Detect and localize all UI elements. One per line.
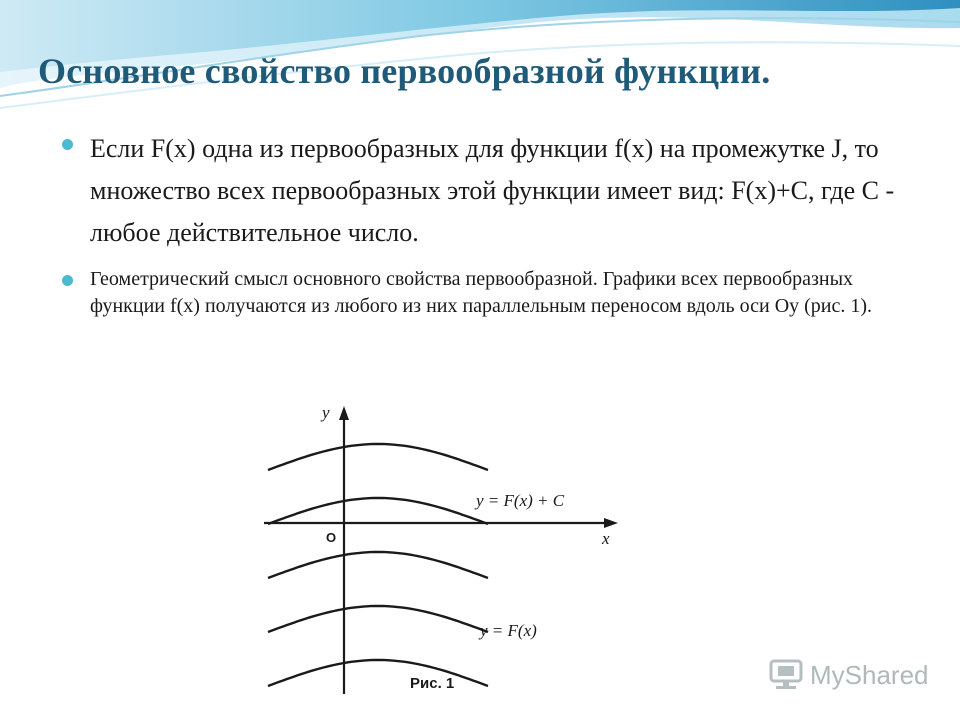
figure-canvas <box>258 398 638 698</box>
x-axis-arrow-icon <box>604 518 618 528</box>
curve-family-label: y = F(x) + C <box>476 491 565 510</box>
antiderivative-curve <box>268 660 488 686</box>
slide-title: Основное свойство первообразной функции. <box>38 51 771 91</box>
bullet-dot-icon <box>62 275 73 286</box>
figure-caption: Рис. 1 <box>410 675 455 692</box>
y-axis-label: y <box>322 403 330 422</box>
bullet-dot-icon <box>62 139 73 150</box>
bullet-item-definition <box>62 128 912 254</box>
x-axis-label: x <box>602 529 610 548</box>
origin-label: O <box>326 530 337 545</box>
y-axis-arrow-icon <box>339 406 349 420</box>
bullet-text: Если F(x) одна из первообразных для функции f(x) на промежутке J, то множество всех первообразных этой функции имеет вид: F(x)+C, где C - любое действительное число. <box>90 134 895 247</box>
antiderivative-curve <box>268 498 488 524</box>
bullet-item-geometry <box>62 266 912 320</box>
watermark <box>768 655 933 695</box>
monitor-logo-icon <box>768 658 806 692</box>
antiderivative-curve <box>268 606 488 632</box>
curve-family <box>268 444 488 686</box>
antiderivative-curve <box>268 552 488 578</box>
bullet-list <box>62 128 912 320</box>
bullet-text: Геометрический смысл основного свойства первообразной. Графики всех первообразных функции f(x) получаются из любого из них параллельным переносом вдоль оси Oy (рис. 1). <box>90 268 873 317</box>
base-curve-label: y = F(x) <box>480 621 537 640</box>
figure-antiderivative-graphs <box>258 398 638 698</box>
antiderivative-curve <box>268 444 488 470</box>
watermark-text: MyShared <box>810 659 929 690</box>
